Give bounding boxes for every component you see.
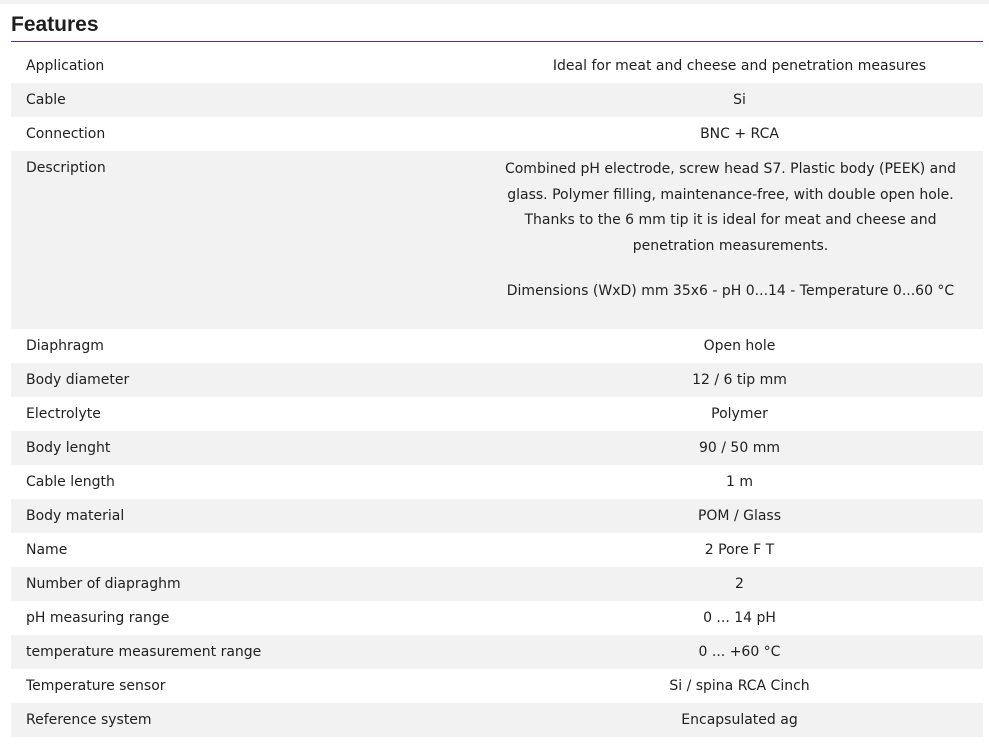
row-label: pH measuring range	[26, 610, 170, 626]
row-value	[496, 151, 983, 305]
row-label: Description	[26, 160, 106, 176]
table-row	[11, 397, 983, 431]
row-label: Reference system	[26, 712, 152, 728]
row-label: Cable	[26, 92, 66, 108]
row-label: Body diameter	[26, 372, 130, 388]
table-row	[11, 117, 983, 151]
table-row	[11, 465, 983, 499]
row-label: Name	[26, 542, 68, 558]
table-row	[11, 533, 983, 567]
row-value: 90 / 50 mm	[699, 440, 780, 456]
row-value: Encapsulated ag	[681, 712, 798, 728]
row-label: Cable length	[26, 474, 115, 490]
description-dimensions: Dimensions (WxD) mm 35x6 - pH 0...14 - Temperature 0...60 °C	[506, 283, 955, 299]
table-row	[11, 703, 983, 737]
row-value: 2	[735, 576, 744, 592]
row-label: Body lenght	[26, 440, 111, 456]
table-row	[11, 329, 983, 363]
row-label: Connection	[26, 126, 106, 142]
row-value: 0 ... +60 °C	[698, 644, 781, 660]
row-value: 1 m	[726, 474, 753, 490]
section-header	[11, 12, 983, 42]
row-value: 2 Pore F T	[704, 542, 775, 558]
row-label: Number of diapraghm	[26, 576, 181, 592]
row-value: 0 ... 14 pH	[703, 610, 776, 626]
table-row	[11, 363, 983, 397]
table-row	[11, 635, 983, 669]
row-value: Si / spina RCA Cinch	[669, 678, 810, 694]
row-value: Polymer	[711, 406, 768, 422]
row-label: Temperature sensor	[26, 678, 166, 694]
description-text: Combined pH electrode, screw head S7. Plastic body (PEEK) and glass. Polymer filling, maintenance-free, with double open hole. Thanks to the 6 mm tip it is ideal for meat and cheese and penetration measurements.	[504, 161, 957, 254]
top-divider	[0, 0, 989, 4]
row-value: BNC + RCA	[700, 126, 779, 142]
table-row	[11, 83, 983, 117]
table-row	[11, 567, 983, 601]
row-value: Open hole	[703, 338, 776, 354]
row-value: Ideal for meat and cheese and penetration measures	[552, 58, 927, 74]
row-label: temperature measurement range	[26, 644, 262, 660]
table-row-description	[11, 151, 983, 329]
table-row	[11, 601, 983, 635]
table-row	[11, 669, 983, 703]
row-value: POM / Glass	[697, 508, 782, 524]
row-label: Electrolyte	[26, 406, 101, 422]
row-value: 12 / 6 tip mm	[692, 372, 787, 388]
section-title: Features	[11, 13, 99, 36]
table-row	[11, 499, 983, 533]
features-table	[11, 49, 983, 737]
table-row	[11, 49, 983, 83]
row-label: Application	[26, 58, 105, 74]
row-label: Body material	[26, 508, 125, 524]
row-label: Diaphragm	[26, 338, 104, 354]
table-row	[11, 431, 983, 465]
row-value: Si	[733, 92, 746, 108]
